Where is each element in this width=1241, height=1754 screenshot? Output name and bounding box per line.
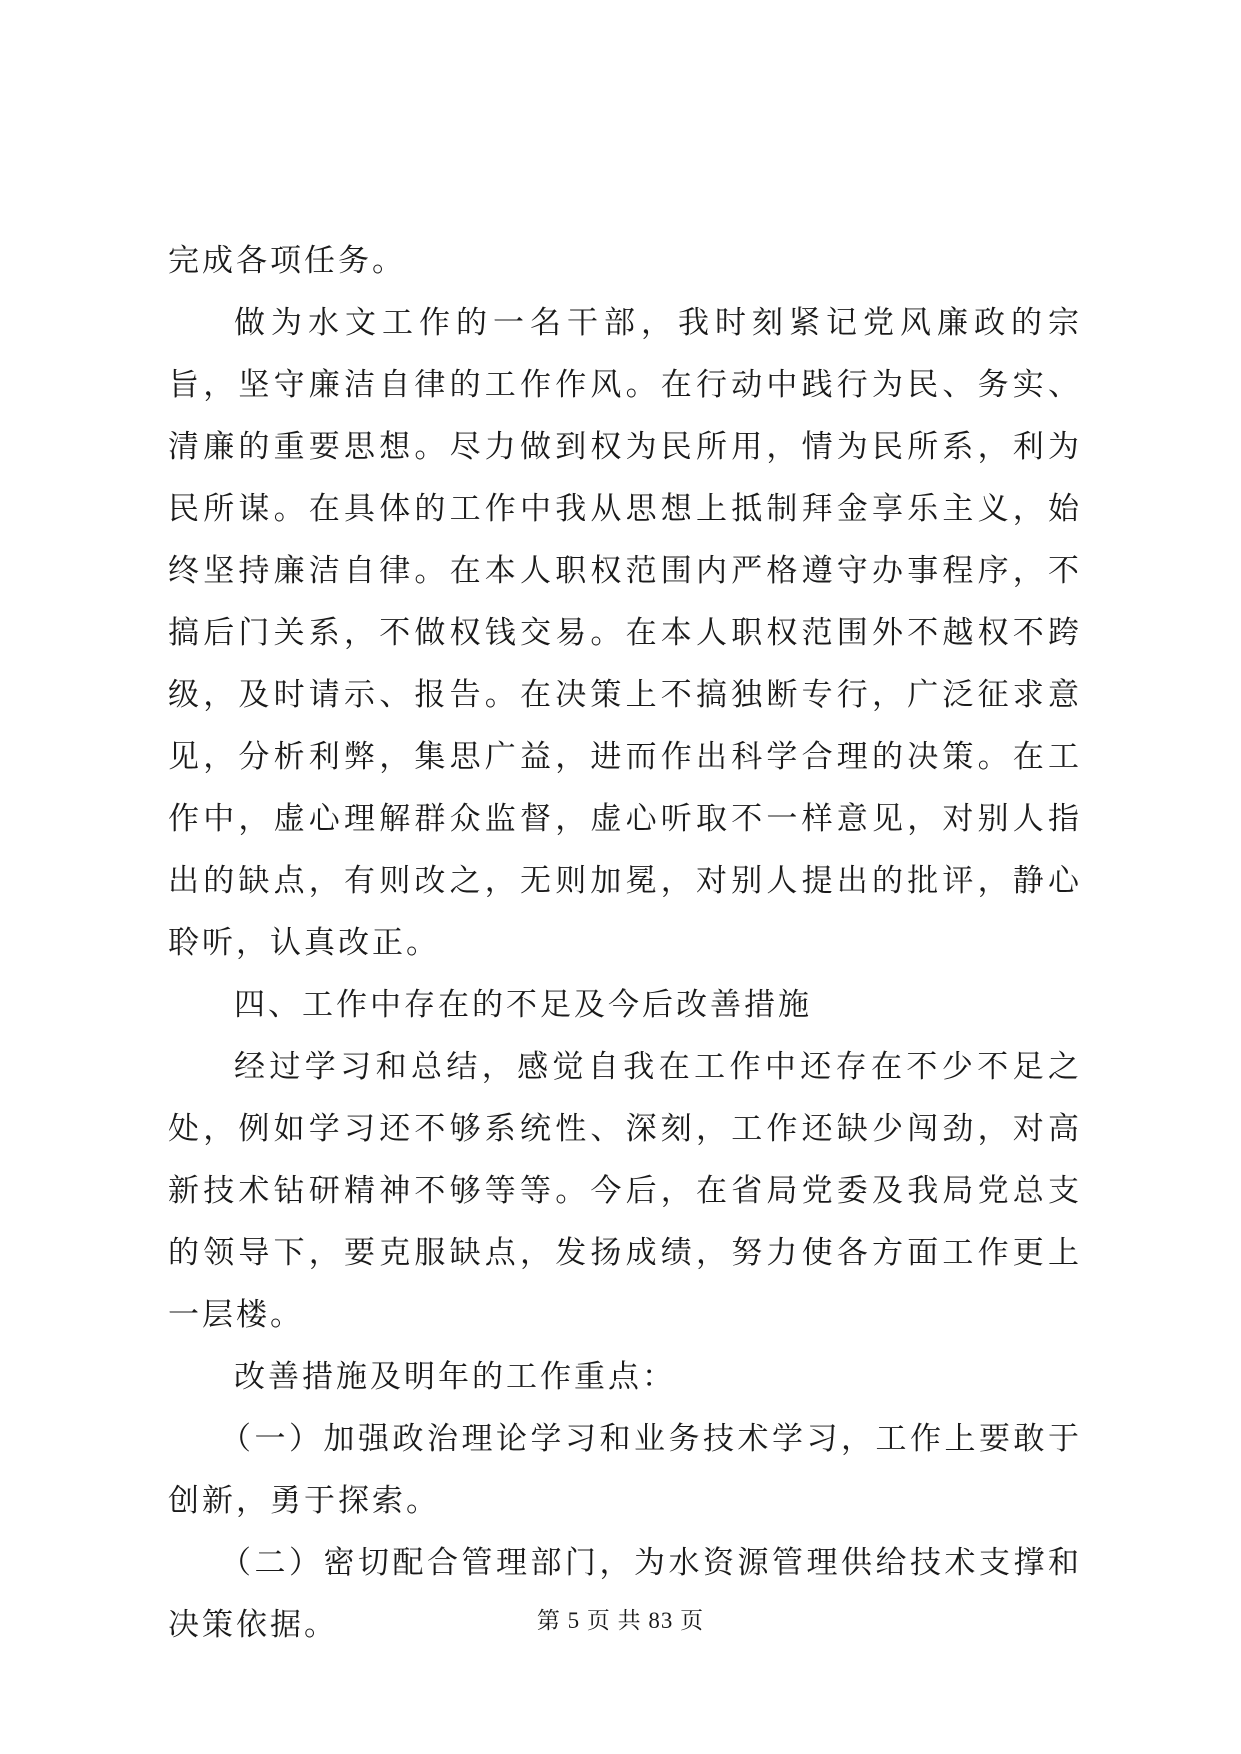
paragraph-integrity: 做为水文工作的一名干部，我时刻紧记党风廉政的宗旨，坚守廉洁自律的工作作风。在行动中践行为民、务实、清廉的重要思想。尽力做到权为民所用，情为民所系，利为民所谋。在具体的工作中我从思想上抵制拜金享乐主义，始终坚持廉洁自律。在本人职权范围内严格遵守办事程序，不搞后门关系，不做权钱交易。在本人职权范围外不越权不跨级，及时请示、报告。在决策上不搞独断专行，广泛征求意见，分析利弊，集思广益，进而作出科学合理的决策。在工作中，虚心理解群众监督，虚心听取不一样意见，对别人指出的缺点，有则改之，无则加冕，对别人提出的批评，静心聆听，认真改正。 xyxy=(168,305,1082,961)
document-body xyxy=(168,230,1082,1656)
paragraph-continuation: 完成各项任务。 xyxy=(168,243,406,279)
section-heading-shortcomings: 四、工作中存在的不足及今后改善措施 xyxy=(234,987,812,1023)
page-number-footer: 第 5 页 共 83 页 xyxy=(536,1608,705,1633)
paragraph-improvement-intro: 改善措施及明年的工作重点： xyxy=(234,1359,676,1395)
list-item-two: （二）密切配合管理部门，为水资源管理供给技术支撑和决策依据。 xyxy=(168,1545,1082,1643)
paragraph-shortcomings: 经过学习和总结，感觉自我在工作中还存在不少不足之处，例如学习还不够系统性、深刻，工作还缺少闯劲，对高新技术钻研精神不够等等。今后，在省局党委及我局党总支的领导下，要克服缺点，发扬成绩，努力使各方面工作更上一层楼。 xyxy=(168,1049,1082,1333)
list-item-one: （一）加强政治理论学习和业务技术学习，工作上要敢于创新，勇于探索。 xyxy=(168,1421,1082,1519)
